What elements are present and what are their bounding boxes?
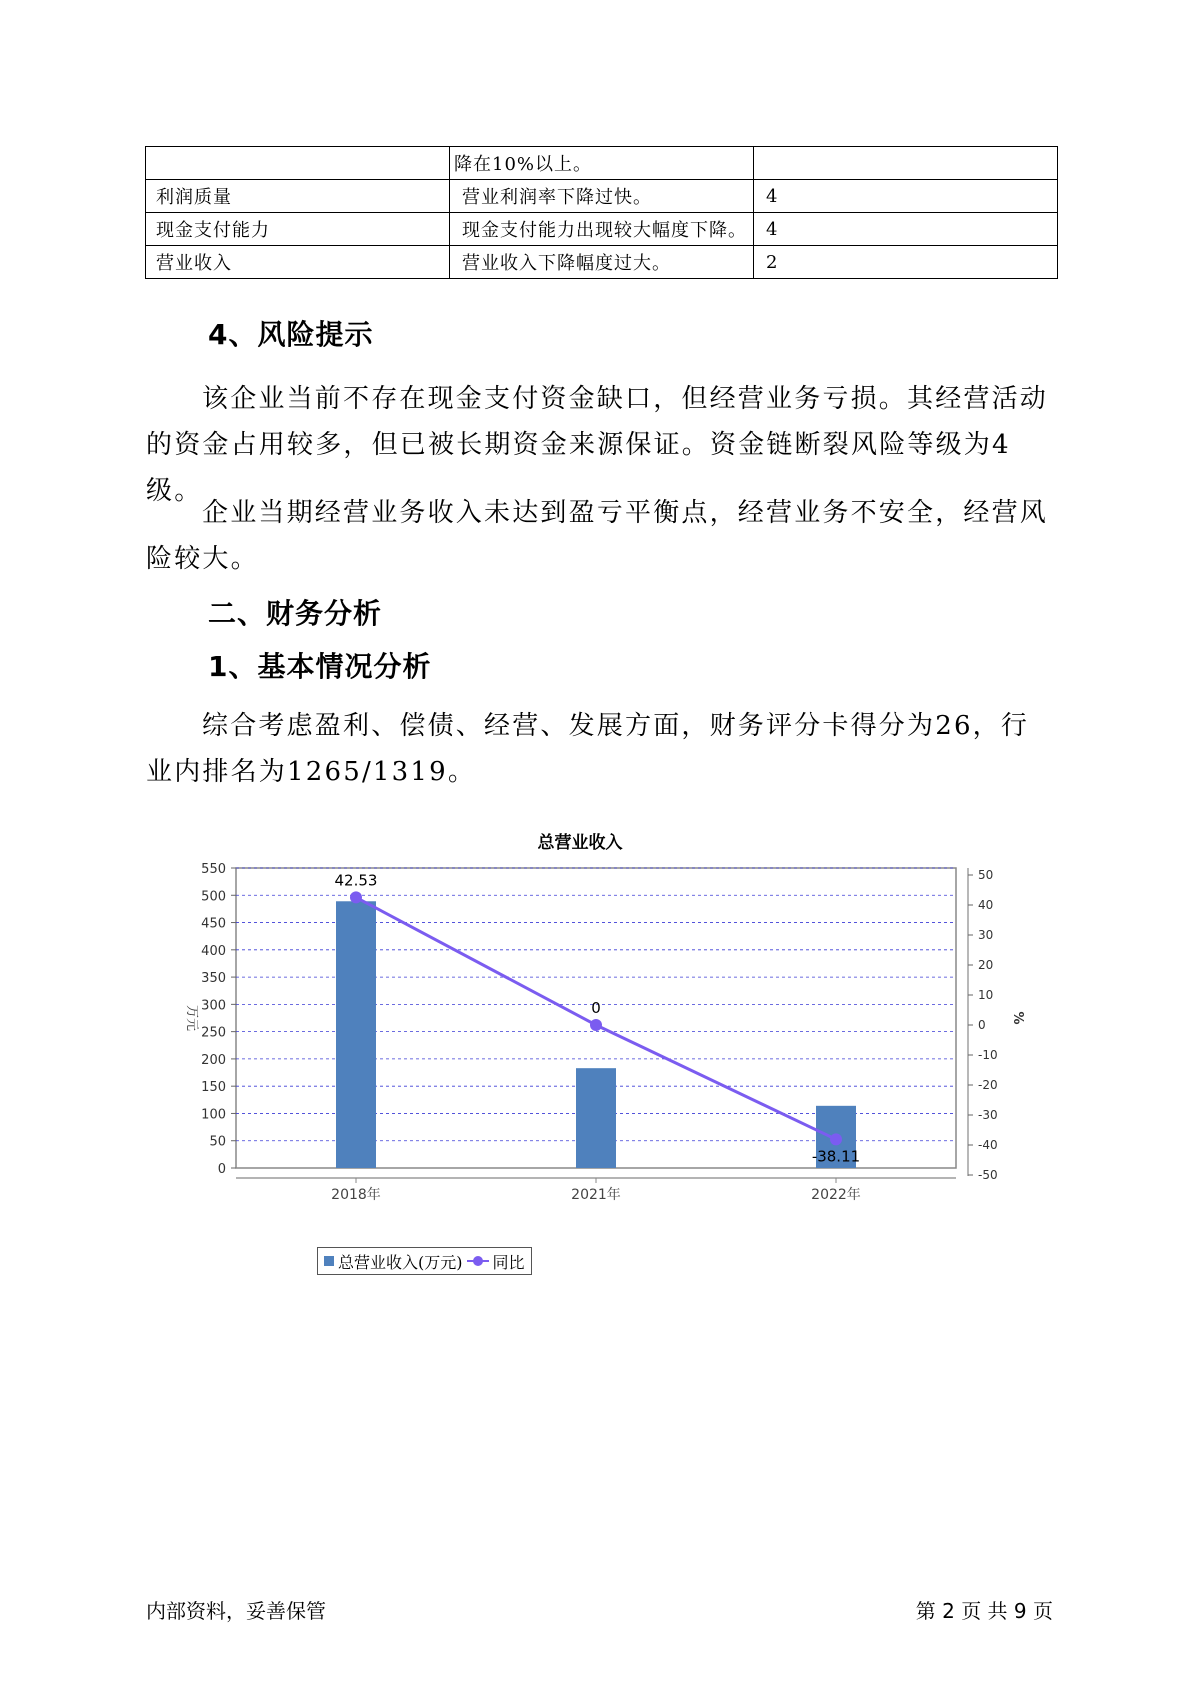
right-axis-tick-label: -10 (978, 1048, 998, 1062)
table-cell-level: 2 (754, 246, 1058, 279)
right-axis-tick-label: -50 (978, 1168, 998, 1182)
revenue-chart (170, 820, 1025, 1280)
bar (576, 1068, 616, 1168)
right-axis-tick-label: 30 (978, 928, 994, 942)
right-axis-tick-label: 40 (978, 898, 994, 912)
left-axis-tick-label: 400 (201, 943, 226, 959)
paragraph-text: 企业当期经营业务收入未达到盈亏平衡点，经营业务不安全，经营风险较大。 (146, 498, 1049, 574)
risk-table (145, 146, 1058, 279)
table-cell-level: 4 (754, 213, 1058, 246)
line-point (830, 1133, 842, 1145)
table-row (146, 246, 1058, 279)
right-axis-label: % (1010, 1011, 1025, 1025)
paragraph-risk-2 (146, 490, 1056, 582)
left-axis-tick-label: 0 (217, 1162, 226, 1177)
left-axis-tick-label: 250 (201, 1025, 226, 1041)
right-axis-tick-label: 10 (978, 988, 994, 1002)
paragraph-basic (146, 703, 1056, 795)
section-heading-finance: 二、财务分析 (208, 597, 383, 630)
paragraph-text: 综合考虑盈利、偿债、经营、发展方面，财务评分卡得分为26，行业内排名为1265/1319。 (146, 711, 1030, 787)
chart-plot (170, 860, 1025, 1280)
data-label: -38.11 (811, 1147, 861, 1166)
bar (336, 901, 376, 1168)
left-axis-tick-label: 500 (201, 889, 226, 905)
table-cell-item (146, 147, 450, 180)
table-row (146, 180, 1058, 213)
table-cell-item: 现金支付能力 (146, 213, 450, 246)
table-cell-desc: 营业利润率下降过快。 (450, 180, 754, 213)
data-label: 42.53 (334, 871, 378, 890)
paragraph-text: 该企业当前不存在现金支付资金缺口，但经营业务亏损。其经营活动的资金占用较多，但已被长期资金来源保证。资金链断裂风险等级为4级。 (146, 384, 1049, 506)
footer-page-number: 第 2 页 共 9 页 (915, 1599, 1053, 1623)
chart-legend (317, 1247, 532, 1275)
data-label: 0 (591, 999, 601, 1017)
legend-label-revenue: 总营业收入(万元) (338, 1252, 463, 1272)
left-axis-tick-label: 450 (201, 916, 226, 932)
table-cell-level (754, 147, 1058, 180)
footer-left: 内部资料，妥善保管 (146, 1599, 326, 1623)
table-row (146, 147, 1058, 180)
section-heading-basic: 1、基本情况分析 (208, 650, 432, 683)
right-axis-tick-label: 20 (978, 958, 994, 972)
left-axis-tick-label: 100 (201, 1107, 226, 1123)
x-axis-tick-label: 2018年 (331, 1187, 381, 1203)
left-axis-tick-label: 50 (209, 1134, 226, 1150)
chart-title: 总营业收入 (537, 833, 623, 853)
right-axis-tick-label: -40 (978, 1138, 998, 1152)
table-cell-item: 营业收入 (146, 246, 450, 279)
legend-line-swatch (467, 1256, 489, 1266)
table-cell-desc: 营业收入下降幅度过大。 (450, 246, 754, 279)
legend-label-yoy: 同比 (492, 1252, 525, 1272)
left-axis-tick-label: 550 (201, 862, 226, 877)
right-axis-tick-label: -20 (978, 1078, 998, 1092)
right-axis-tick-label: 0 (978, 1018, 986, 1032)
table-cell-level: 4 (754, 180, 1058, 213)
x-axis-tick-label: 2021年 (571, 1187, 621, 1203)
right-axis-tick-label: 50 (978, 868, 994, 882)
left-axis-tick-label: 300 (201, 998, 226, 1014)
table-cell-desc: 降在10%以上。 (450, 147, 754, 180)
legend-bar-swatch (324, 1256, 334, 1266)
table-cell-item: 利润质量 (146, 180, 450, 213)
right-axis-tick-label: -30 (978, 1108, 998, 1122)
x-axis-tick-label: 2022年 (811, 1187, 861, 1203)
table-row (146, 213, 1058, 246)
left-axis-tick-label: 200 (201, 1052, 226, 1068)
left-axis-tick-label: 150 (201, 1080, 226, 1096)
line-point (350, 891, 362, 903)
left-axis-label: 万元 (184, 1004, 199, 1032)
left-axis-tick-label: 350 (201, 971, 226, 987)
table-cell-desc: 现金支付能力出现较大幅度下降。 (450, 213, 754, 246)
section-heading-risk: 4、风险提示 (208, 318, 374, 351)
line-point (590, 1019, 602, 1031)
